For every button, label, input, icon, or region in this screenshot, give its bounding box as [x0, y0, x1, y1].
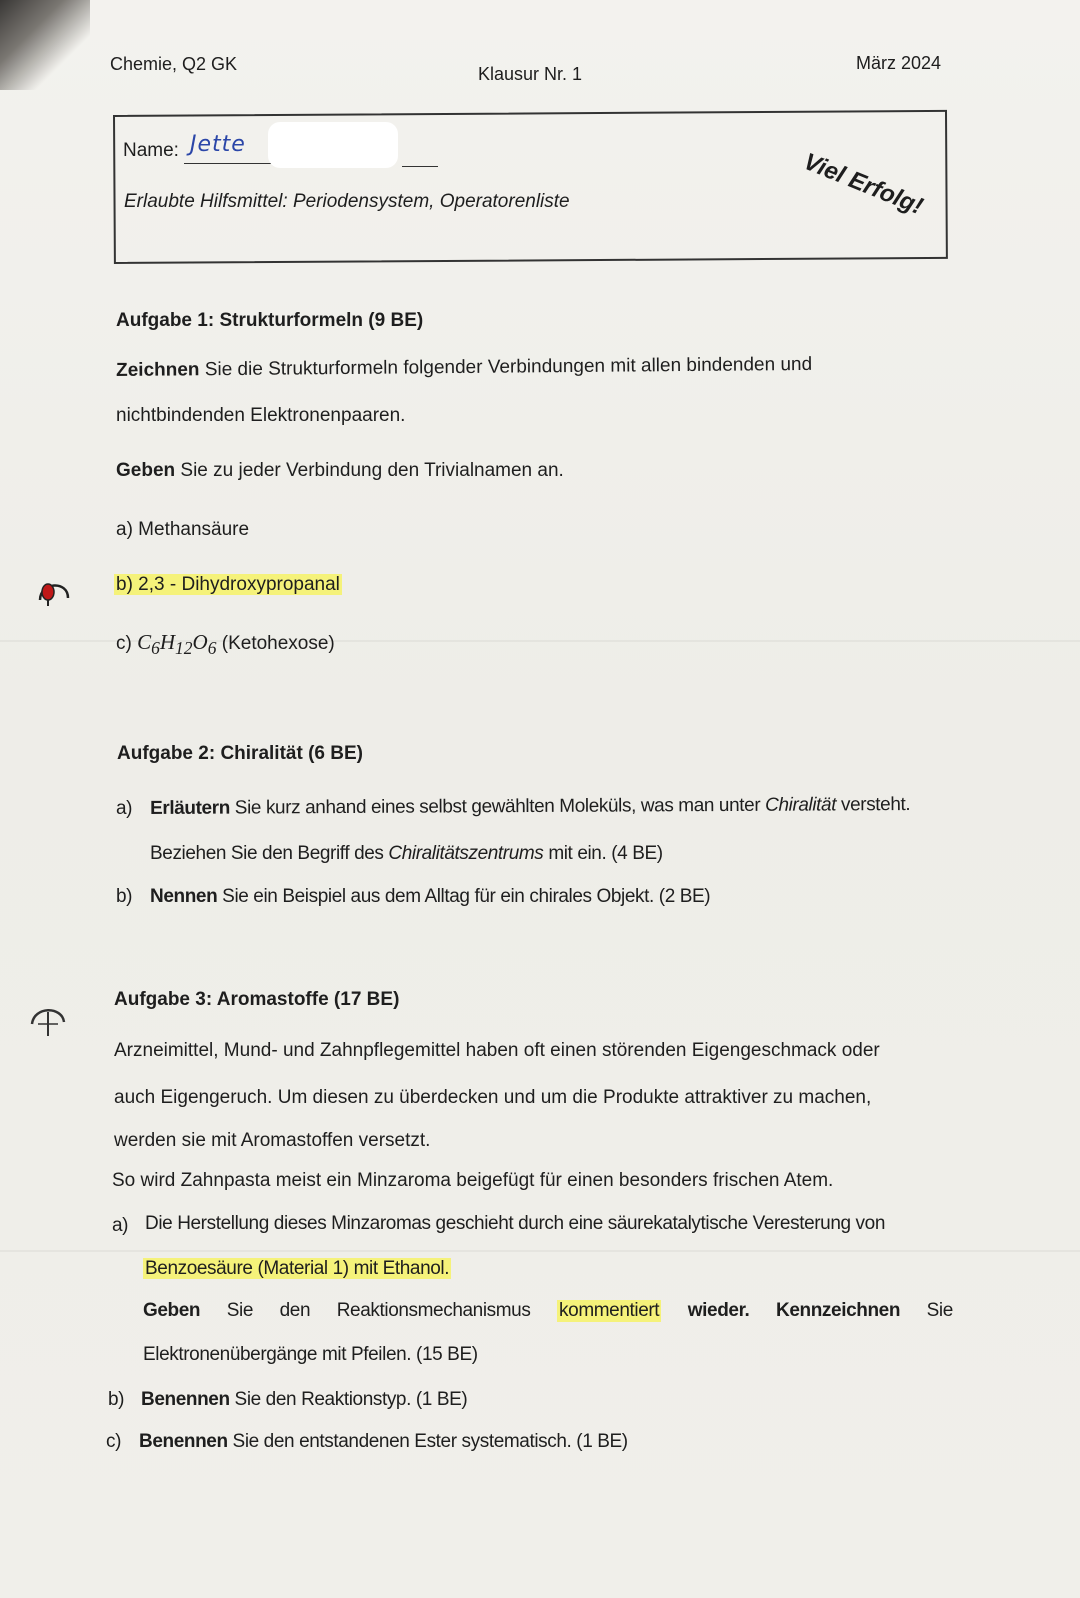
formula-element: O [192, 630, 208, 654]
operator-nennen: Nennen [150, 886, 218, 907]
redaction-box [268, 122, 398, 168]
task1-paragraph-line1 [116, 353, 928, 382]
task2-item-b-label: b) [116, 886, 133, 907]
operator-erlaeutern: Erläutern [150, 797, 230, 819]
task2-item-a-line2 [150, 843, 663, 865]
task3-item-a-line1: Die Herstellung dieses Minzaromas geschieht durch eine säurekatalytische Veresterung von [145, 1213, 885, 1234]
task2-title: Aufgabe 2: Chiralität (6 BE) [117, 743, 363, 764]
task3-intro-line2: auch Eigengeruch. Um diesen zu überdecken und um die Produkte attraktiver zu machen, [114, 1087, 872, 1108]
task3-title: Aufgabe 3: Aromastoffe (17 BE) [114, 989, 400, 1010]
operator-geben: Geben [143, 1300, 201, 1321]
allowed-aids: Erlaubte Hilfsmittel: Periodensystem, Operatorenliste [124, 191, 570, 212]
task1-title: Aufgabe 1: Strukturformeln (9 BE) [116, 310, 424, 331]
name-handwritten: Jette [190, 132, 246, 157]
task2-item-a-line1 [150, 794, 910, 820]
highlighted-text: kommentiert [559, 1300, 660, 1321]
task3-item-a-line2 [143, 1258, 451, 1280]
formula-element: H [159, 630, 176, 654]
task3-item-b [141, 1389, 467, 1411]
term-chiralitaetszentrum: Chiralitätszentrums [388, 843, 544, 864]
name-underline-end [402, 166, 438, 167]
formula-subscript: 6 [207, 638, 217, 659]
task2-text: Beziehen Sie den Begriff des [150, 843, 384, 864]
task2-text: versteht. [840, 794, 911, 816]
task1-item-a: a) Methansäure [116, 519, 250, 540]
margin-mark-icon [28, 1002, 68, 1040]
task3-item-c-label: c) [106, 1431, 122, 1452]
task1-paragraph2 [116, 460, 564, 482]
exam-label: Klausur Nr. 1 [478, 64, 583, 84]
task3-intro-line3: werden sie mit Aromastoffen versetzt. [114, 1130, 431, 1151]
operator-kennzeichnen: Kennzeichnen [776, 1300, 901, 1321]
task3-intro-line1: Arzneimittel, Mund- und Zahnpflegemittel haben oft einen störenden Eigengeschmack oder [114, 1040, 880, 1061]
task2-text: Sie kurz anhand eines selbst gewählten Moleküls, was man unter [234, 794, 761, 819]
task3-item-c [139, 1431, 628, 1453]
operator-geben: Geben [116, 460, 176, 481]
task2-item-b [150, 886, 710, 908]
item-label: c) [116, 633, 132, 654]
task3-word: Sie [926, 1300, 953, 1321]
term-chiralitaet: Chiralität [765, 794, 837, 816]
good-luck-note: Viel Erfolg! [799, 148, 927, 221]
task2-item-a-label: a) [116, 798, 133, 819]
formula-subscript: 6 [151, 638, 160, 659]
task1-paragraph-line2: nichtbindenden Elektronenpaaren. [116, 405, 406, 426]
margin-mark-icon [34, 572, 74, 608]
task3-word: den [279, 1300, 311, 1321]
operator-zeichnen: Zeichnen [116, 359, 200, 381]
formula-element: C [137, 630, 152, 654]
date-label: März 2024 [856, 53, 942, 73]
highlighted-text: Benzoesäure (Material 1) mit Ethanol. [145, 1258, 450, 1279]
highlighted-text: b) 2,3 - Dihydroxypropanal [116, 574, 340, 595]
task3-text: Sie den entstandenen Ester systematisch. (1 BE) [232, 1431, 628, 1452]
task3-intro-line4: So wird Zahnpasta meist ein Minzaroma beigefügt für einen besonders frischen Atem. [112, 1170, 834, 1191]
subject-label: Chemie, Q2 GK [110, 54, 238, 74]
task1-text: Sie die Strukturformeln folgender Verbindungen mit allen bindenden und [204, 353, 813, 381]
task3-word: Sie [226, 1300, 253, 1321]
item-note: (Ketohexose) [221, 633, 335, 654]
page-corner-shadow [0, 0, 90, 90]
paper-fold [0, 1250, 1080, 1252]
task2-text: mit ein. (4 BE) [548, 843, 663, 864]
task1-item-b [114, 574, 342, 596]
task2-text: Sie ein Beispiel aus dem Alltag für ein chirales Objekt. (2 BE) [222, 886, 711, 907]
task3-word: wieder. [687, 1300, 750, 1321]
task3-item-a-line3 [143, 1300, 953, 1322]
task3-item-a-label: a) [112, 1215, 129, 1236]
task1-text: Sie zu jeder Verbindung den Trivialnamen an. [180, 460, 564, 481]
name-underline [184, 163, 272, 164]
molecular-formula [137, 630, 217, 659]
operator-benennen: Benennen [139, 1431, 228, 1452]
task3-item-a-line4: Elektronenübergänge mit Pfeilen. (15 BE) [143, 1344, 478, 1365]
formula-subscript: 12 [175, 638, 193, 659]
task3-word: Reaktionsmechanismus [336, 1300, 531, 1321]
task3-item-b-label: b) [108, 1389, 125, 1410]
task1-item-c [116, 630, 335, 659]
task3-text: Sie den Reaktionstyp. (1 BE) [234, 1389, 468, 1410]
name-label: Name: [123, 140, 179, 161]
operator-benennen: Benennen [141, 1389, 230, 1410]
